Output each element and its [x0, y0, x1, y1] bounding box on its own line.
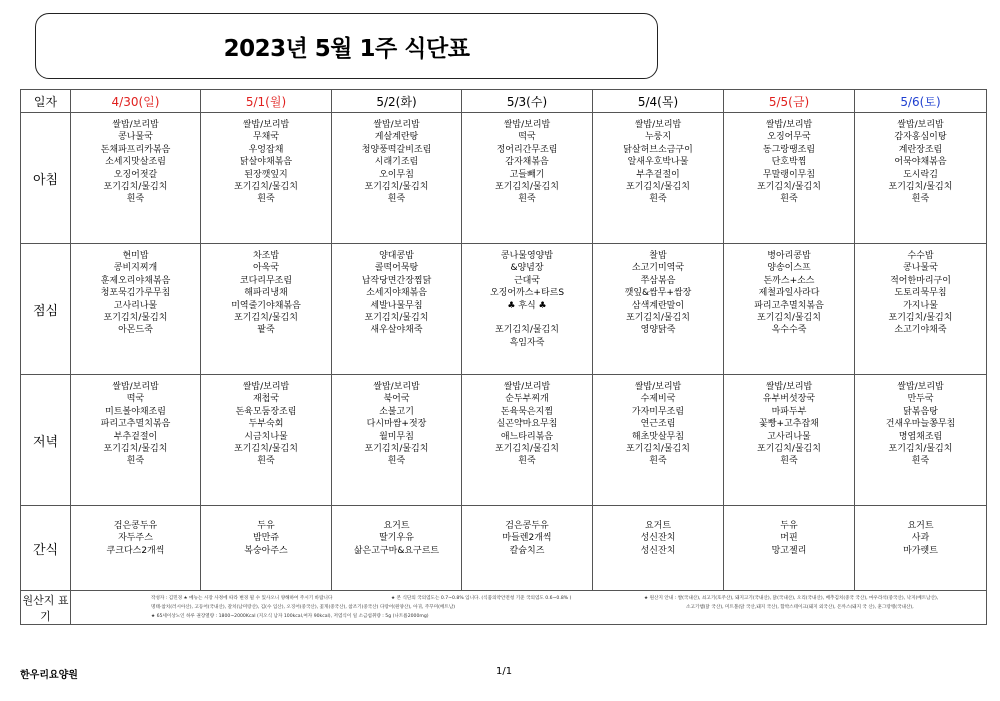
menu-item: 사과	[911, 533, 930, 544]
menu-item: 파리고추멸치볶음	[754, 300, 824, 311]
menu-item: 딸기우유	[379, 533, 414, 544]
menu-item: 어묵야채볶음	[894, 157, 947, 168]
menu-item: 콜떡어묵탕	[374, 263, 419, 274]
meal-row-dinner	[21, 375, 987, 506]
menu-item: 만두국	[907, 394, 934, 405]
menu-item: 수수밥	[907, 251, 934, 261]
day-header: 5/2(화)	[332, 90, 462, 113]
menu-item: 정어리간무조림	[496, 144, 558, 155]
menu-item: 무채국	[252, 132, 280, 143]
menu-item: 포기김치/물김치	[626, 444, 690, 455]
menu-cell	[855, 506, 987, 591]
menu-item: 포기김치/물김치	[626, 182, 690, 193]
menu-item: 검은콩두유	[113, 521, 158, 531]
menu-item: 요거트	[383, 521, 410, 531]
menu-item: 흰죽	[911, 194, 930, 205]
menu-item: 소세지맛살조림	[105, 157, 166, 168]
menu-item: 포기김치/물김치	[495, 444, 559, 455]
menu-item: 복숭아주스	[244, 545, 288, 556]
menu-item: 떡국	[518, 132, 536, 143]
menu-item: 마가렛트	[903, 545, 938, 556]
menu-item: 아몬드죽	[118, 325, 153, 336]
menu-item: 돈채파프리카볶음	[100, 144, 171, 155]
menu-item: 쿠크다스2개씩	[106, 545, 165, 556]
origin-line: 명태·참치(러시아산), 고등어(국내산), 갈치(남미랑산), 김(수 입산), 오징어(중국산), 꽃게(중국산), 참조기(중국산) 다랑어(원양산), 아귀, 주꾸미(베트남)	[151, 605, 456, 610]
origin-line: 소고기햄(닭 국산), 미트볼(닭 국산,돼지 국산), 함박스테이크(돼지 외국산), 돈까스(돼지 국 산), 훈그랑땡(국내산),	[686, 605, 914, 610]
menu-item: 누룽지	[644, 132, 672, 143]
menu-item: 오징어젓갈	[113, 169, 158, 180]
menu-item: 쌀밥/보리밥	[765, 382, 813, 392]
menu-table	[20, 89, 987, 625]
menu-item: 포기김치/물김치	[888, 313, 953, 324]
menu-item: 닭살야채볶음	[239, 157, 293, 168]
menu-item: 소불고기	[379, 406, 414, 417]
menu-item: 마들렌2개씩	[502, 533, 552, 544]
menu-item: 도시락김	[903, 169, 938, 180]
menu-cell	[462, 375, 593, 506]
menu-cell	[332, 244, 462, 375]
menu-item: 가지나물	[903, 300, 938, 311]
menu-item: 옥수수죽	[771, 325, 807, 336]
date-header-label: 일자	[21, 90, 71, 113]
menu-item: 쌀밥/보리밥	[634, 382, 682, 392]
menu-item: 시금치나물	[244, 431, 288, 442]
menu-item: 부추겉절이	[636, 169, 680, 180]
menu-item: 차조밥	[252, 251, 280, 261]
menu-item: 흰죽	[257, 456, 275, 467]
menu-item: 소세지야채볶음	[366, 288, 427, 299]
menu-item: 포기김치/물김치	[495, 182, 559, 193]
menu-item: 재첩국	[252, 394, 280, 405]
menu-item: 오징어무국	[767, 132, 811, 143]
menu-cell	[593, 375, 724, 506]
menu-item: 쭈삼볶음	[640, 275, 676, 286]
menu-item: 콩나물국	[118, 132, 153, 143]
menu-item: 포기김치/물김치	[757, 444, 821, 455]
menu-item: 순두부찌개	[505, 394, 549, 405]
menu-item: 성신잔치	[640, 533, 676, 544]
menu-cell	[71, 506, 201, 591]
meal-row-breakfast	[21, 113, 987, 244]
menu-item: 가자미무조림	[631, 406, 685, 417]
menu-item: 미트볼야채조림	[105, 406, 166, 417]
menu-item: 포기김치/물김치	[103, 313, 168, 324]
menu-item: 알새우호박나물	[627, 157, 689, 168]
menu-item: 파리고추멸치볶음	[100, 419, 171, 430]
menu-item: 요거트	[644, 521, 672, 531]
menu-cell	[855, 375, 987, 506]
menu-item: 포기김치/물김치	[234, 313, 298, 324]
menu-item: 요거트	[907, 521, 934, 531]
menu-item: 다시마쌈+젓장	[366, 419, 427, 430]
menu-item: 월미무침	[379, 431, 414, 442]
menu-item: 소고기야채죽	[894, 325, 947, 336]
menu-item: 청포묵김가루무침	[100, 288, 171, 299]
menu-item: 쌀밥/보리밥	[112, 120, 159, 130]
menu-item: 양송이스프	[767, 263, 811, 274]
origin-line: 작성자 : 김민경 ★ 메뉴는 시장 사정에 따라 변경 될 수 있사오니 양해하여 주시기 바랍니다	[151, 596, 333, 601]
menu-item: 쌀밥/보리밥	[503, 382, 551, 392]
origin-row	[21, 591, 987, 625]
menu-item: 삼색계란말이	[631, 300, 685, 311]
menu-item: 콩비지찌개	[113, 263, 158, 274]
menu-item: 쌀밥/보리밥	[373, 120, 420, 130]
menu-item: 병아리콩밥	[767, 251, 811, 261]
menu-item: 감자홍심이탕	[894, 132, 947, 143]
menu-item	[466, 312, 588, 324]
menu-cell	[71, 244, 201, 375]
menu-item: 고사리나물	[113, 300, 158, 311]
day-header: 5/4(목)	[593, 90, 724, 113]
day-header: 5/5(금)	[724, 90, 855, 113]
menu-item: 현미밥	[122, 251, 149, 261]
menu-item: 포기김치/물김치	[234, 182, 298, 193]
menu-item: 포기김치/물김치	[103, 182, 168, 193]
menu-cell	[462, 506, 593, 591]
meal-row-lunch	[21, 244, 987, 375]
menu-item: 시래기조림	[374, 157, 419, 168]
footer-facility-name: 한우리요양원	[20, 670, 78, 681]
day-header: 5/1(월)	[201, 90, 332, 113]
meal-label: 저녁	[21, 375, 71, 506]
menu-cell	[855, 244, 987, 375]
menu-cell	[855, 113, 987, 244]
menu-cell	[593, 113, 724, 244]
menu-item: 찰밥	[649, 251, 667, 261]
menu-cell	[724, 375, 855, 506]
menu-cell	[332, 506, 462, 591]
menu-item: 명엽채조림	[898, 431, 943, 442]
day-header: 5/3(수)	[462, 90, 593, 113]
menu-cell	[462, 113, 593, 244]
menu-item: 게살계란탕	[374, 132, 419, 143]
menu-item: 무말랭이무침	[762, 169, 816, 180]
menu-item: 훈제오리야채볶음	[100, 275, 171, 286]
footer-page-number: 1/1	[496, 666, 513, 677]
menu-item: 납작당면간장찜닭	[361, 275, 432, 286]
menu-item: 고사리나물	[767, 431, 811, 442]
menu-item: 포기김치/물김치	[888, 444, 953, 455]
origin-line: ★ 원산지 안내 : 쌀(국내산), 쇠고기(호주산), 돼지고기(국내산), 닭(국내산), 오리(국내산), 배추김치(중국 국산), 마우라석(중국산), 낙지(베트남산),	[644, 596, 939, 601]
origin-notes	[71, 591, 987, 625]
menu-item: 망고젤리	[771, 545, 807, 556]
menu-item: 소고기미역국	[631, 263, 685, 274]
day-header: 4/30(일)	[71, 90, 201, 113]
menu-item: 연근조림	[640, 419, 676, 430]
menu-cell	[71, 113, 201, 244]
menu-item: 유부버섯장국	[762, 394, 816, 405]
title-box	[35, 13, 658, 79]
meal-row-snack	[21, 506, 987, 591]
menu-item: 흰죽	[780, 194, 798, 205]
page-title: 2023년 5월 1주 식단표	[223, 35, 470, 62]
menu-item: 세발나물무침	[370, 300, 423, 311]
menu-item: 근대국	[513, 275, 541, 286]
menu-item: 포기김치/물김치	[364, 313, 429, 324]
menu-item: 쌀밥/보리밥	[897, 382, 944, 392]
menu-item: 돈까스+소스	[763, 275, 815, 286]
menu-cell	[201, 506, 332, 591]
menu-item: 흰죽	[911, 456, 930, 467]
menu-item: 쌀밥/보리밥	[765, 120, 813, 130]
menu-cell	[71, 375, 201, 506]
menu-item: 동그랑땡조림	[762, 144, 816, 155]
menu-item: 흰죽	[126, 194, 145, 205]
menu-item: 포기김치/물김치	[626, 313, 690, 324]
day-header: 5/6(토)	[855, 90, 987, 113]
menu-item: 흰죽	[649, 194, 667, 205]
menu-item: 고들빼기	[509, 169, 545, 180]
menu-item: 쌀밥/보리밥	[242, 120, 290, 130]
menu-item: 애느타리볶음	[500, 431, 554, 442]
menu-item: 적어한마리구이	[890, 275, 951, 286]
menu-item: 포기김치/물김치	[364, 444, 429, 455]
menu-item: 된장깻잎지	[244, 169, 288, 180]
menu-item: 떡국	[126, 394, 145, 405]
menu-item: 삶은고구마&요구르트	[353, 545, 440, 556]
menu-item: 흰죽	[649, 456, 667, 467]
menu-cell	[332, 113, 462, 244]
menu-cell	[593, 506, 724, 591]
menu-item: 두유	[780, 521, 798, 531]
menu-cell	[724, 506, 855, 591]
menu-item: 자두주스	[118, 533, 153, 544]
menu-item: 칼슘치즈	[509, 545, 545, 556]
menu-cell	[201, 375, 332, 506]
menu-item: 미역줄기야채볶음	[231, 300, 301, 311]
menu-item: 쌀밥/보리밥	[242, 382, 290, 392]
meal-label: 간식	[21, 506, 71, 591]
menu-item: 쌀밥/보리밥	[897, 120, 944, 130]
menu-item: 해파리냉채	[244, 288, 288, 299]
menu-cell	[462, 244, 593, 375]
menu-item: 돈육묵은지찜	[500, 406, 554, 417]
menu-item: 흰죽	[387, 194, 406, 205]
menu-item: 오이무침	[379, 169, 414, 180]
menu-item: 제철과일사라다	[758, 288, 820, 299]
menu-item: 머핀	[780, 533, 798, 544]
menu-item: 성신잔치	[640, 545, 676, 556]
menu-item: 우엉잡채	[248, 144, 284, 155]
menu-item: 닭볶음탕	[903, 406, 938, 417]
menu-cell	[201, 244, 332, 375]
menu-item: 포기김치/물김치	[495, 325, 559, 336]
menu-item: 흰죽	[387, 456, 406, 467]
menu-item: 건새우마늘쫑무침	[885, 419, 956, 430]
menu-item: 부추겉절이	[113, 431, 158, 442]
menu-item: &양념장	[510, 263, 544, 274]
meal-label: 점심	[21, 244, 71, 375]
menu-item: 흰죽	[518, 194, 536, 205]
menu-item: 해초맛살무침	[631, 431, 685, 442]
menu-cell	[724, 244, 855, 375]
origin-line: ★ 65세이상노인 하루 권장열량 : 1800~2000Kcal (지오식 남자 100kcal,여자 90kcal), 저염식이 일 소금섭취량 : 5g (나트륨2000mg)	[151, 614, 429, 619]
meal-label: 아침	[21, 113, 71, 244]
menu-item: 흰죽	[518, 456, 536, 467]
menu-cell	[724, 113, 855, 244]
menu-item: 단호박찜	[771, 157, 807, 168]
origin-label: 원산지 표기	[21, 591, 71, 625]
menu-item: 꽃빵+고추잡채	[759, 419, 819, 430]
menu-item: 새우살야채죽	[370, 325, 423, 336]
menu-item: 포기김치/물김치	[757, 313, 821, 324]
menu-cell	[332, 375, 462, 506]
menu-item: ♣ 후식 ♣	[507, 300, 547, 311]
menu-item: 돈육모둠장조림	[235, 406, 297, 417]
menu-item: 닭살허브소금구이	[623, 144, 693, 155]
menu-item: 콩나물국	[903, 263, 938, 274]
origin-line: ★ 본 식단의 국의염도는 0.7~0.8% 입니다. (식품의약안전청 기준 국의염도 0.6~0.8% )	[391, 596, 572, 601]
menu-item: 두부숙회	[248, 419, 284, 430]
menu-cell	[593, 244, 724, 375]
menu-item: 양대콩밥	[379, 251, 414, 261]
menu-item: 포기김치/물김치	[234, 444, 298, 455]
menu-item: 포기김치/물김치	[757, 182, 821, 193]
menu-item: 콩나물영양밥	[500, 251, 554, 261]
menu-item: 흰죽	[780, 456, 798, 467]
menu-item: 쌀밥/보리밥	[634, 120, 682, 130]
menu-item: 쌀밥/보리밥	[503, 120, 551, 130]
menu-item: 흑임자죽	[509, 337, 545, 348]
menu-item: 실곤약마요무침	[496, 419, 558, 430]
menu-item: 두유	[257, 521, 275, 531]
menu-item: 포기김치/물김치	[364, 182, 429, 193]
menu-item: 영양닭죽	[640, 325, 676, 336]
header-row	[21, 90, 987, 113]
menu-item: 도토리묵무침	[894, 288, 947, 299]
menu-item: 포기김치/물김치	[103, 444, 168, 455]
menu-item: 깻잎&쌈무+쌈장	[624, 288, 692, 299]
menu-cell	[201, 113, 332, 244]
menu-item: 코다리무조림	[239, 275, 293, 286]
menu-item: 감자채볶음	[505, 157, 549, 168]
menu-item: 밤만쥬	[252, 533, 280, 544]
menu-item: 수제비국	[640, 394, 676, 405]
menu-item: 팥죽	[257, 325, 275, 336]
menu-item: 쌀밥/보리밥	[373, 382, 420, 392]
menu-item: 포기김치/물김치	[888, 182, 953, 193]
menu-item: 아욱국	[252, 263, 280, 274]
menu-item: 마파두부	[771, 406, 807, 417]
menu-item: 계란장조림	[898, 144, 943, 155]
menu-item: 오징어까스+타르S	[489, 288, 565, 299]
menu-item: 흰죽	[257, 194, 275, 205]
menu-item: 청양풍떡갈비조림	[361, 144, 432, 155]
menu-item: 북어국	[383, 394, 410, 405]
menu-item: 쌀밥/보리밥	[112, 382, 159, 392]
menu-item: 검은콩두유	[505, 521, 549, 531]
menu-item: 흰죽	[126, 456, 145, 467]
